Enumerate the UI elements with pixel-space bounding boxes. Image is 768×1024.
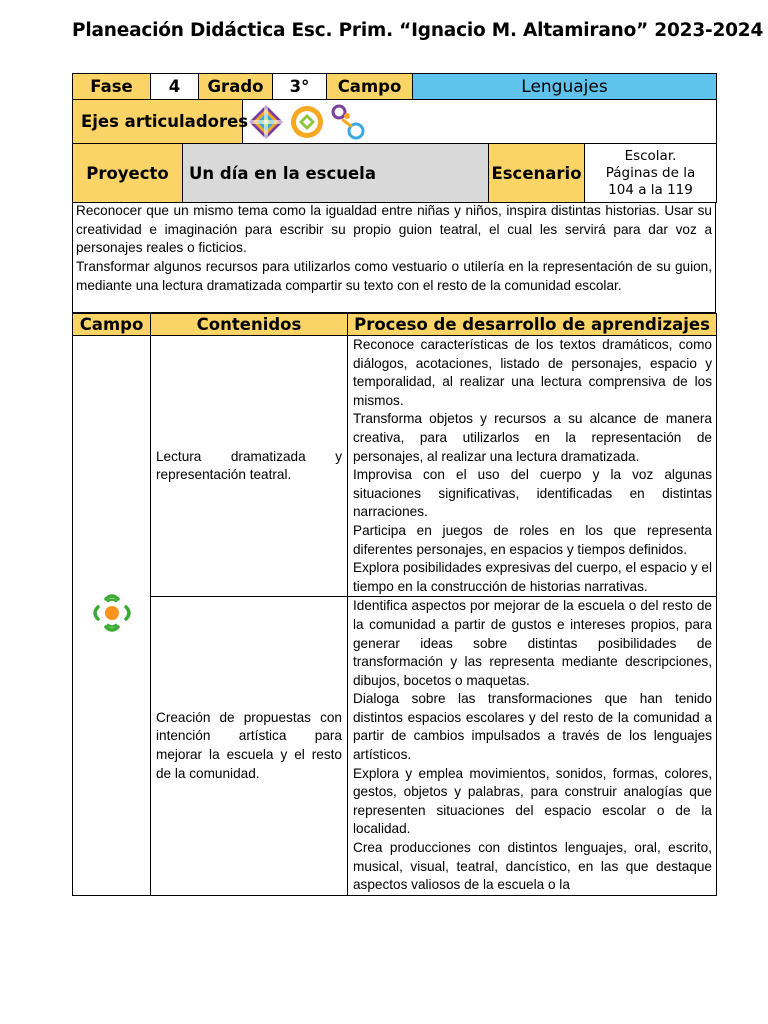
interculturalidad-icon bbox=[288, 103, 326, 141]
escenario-value bbox=[585, 144, 717, 203]
campo-cell bbox=[73, 336, 151, 896]
proyecto-name: Un día en la escuela bbox=[183, 144, 489, 203]
description-paragraph: Reconocer que un mismo tema como la igualdad entre niñas y niños, inspira distintas historias. Usar su creatividad e imaginación para escribir su propio guion teatral, el cual les servirá para dar voz a personajes reales o ficticios. bbox=[76, 203, 712, 256]
fase-label: Fase bbox=[73, 74, 151, 100]
escenario-line: 104 a la 119 bbox=[608, 181, 693, 198]
description-paragraph: Transformar algunos recursos para utilizarlos como vestuario o utilería en la representación de su guion, mediante una lectura dramatizada compartir su texto con el resto de la comunidad escolar. bbox=[76, 259, 712, 293]
proceso-item: Explora posibilidades expresivas del cuerpo, el espacio y el tiempo en la construcción de historias narrativas. bbox=[353, 560, 712, 594]
proceso-item: Improvisa con el uso del cuerpo y la voz algunas situaciones significativas, identificadas en distintas narraciones. bbox=[353, 467, 712, 520]
proceso-cell bbox=[348, 597, 717, 896]
campo-value: Lenguajes bbox=[413, 74, 717, 100]
ejes-icons-cell bbox=[243, 100, 717, 144]
table-header-row bbox=[73, 314, 717, 336]
proceso-item: Explora y emplea movimientos, sonidos, formas, colores, gestos, objetos y palabras, para construir analogías que representen situaciones del espacio escolar o de la localidad. bbox=[353, 765, 712, 837]
document-title: Planeación Didáctica Esc. Prim. “Ignacio M. Altamirano” 2023-2024 bbox=[72, 20, 764, 41]
escenario-line: Escolar. bbox=[624, 147, 677, 164]
lenguajes-icon bbox=[90, 591, 134, 635]
table-row bbox=[73, 336, 717, 597]
contenido-cell: Creación de propuestas con intención artística para mejorar la escuela y el resto de la comunidad. bbox=[151, 597, 348, 896]
campo-label: Campo bbox=[327, 74, 413, 100]
proceso-item: Crea producciones con distintos lenguajes, oral, escrito, musical, visual, teatral, dancístico, en las que destaque aspectos valiosos de la escuela o la bbox=[353, 840, 712, 893]
inclusion-icon bbox=[247, 103, 285, 141]
proyecto-label: Proyecto bbox=[73, 144, 183, 203]
proyecto-row bbox=[72, 143, 717, 203]
vida-saludable-icon bbox=[329, 102, 369, 142]
ejes-row bbox=[72, 99, 717, 144]
grado-label: Grado bbox=[199, 74, 273, 100]
escenario-label: Escenario bbox=[489, 144, 585, 203]
proceso-item: Dialoga sobre las transformaciones que han tenido distintos espacios escolares y del resto de la comunidad a partir de cambios impulsados a través de los lenguajes artísticos. bbox=[353, 691, 712, 763]
proceso-item: Identifica aspectos por mejorar de la escuela o del resto de la comunidad a partir de gustos e intereses propios, para generar ideas sobre distintas posibilidades de transformación y las representa mediante descripciones, dibujos, bocetos o maquetas. bbox=[353, 598, 712, 688]
proceso-item: Participa en juegos de roles en los que representa diferentes personajes, en espacios y tiempos definidos. bbox=[353, 522, 712, 557]
project-description bbox=[72, 202, 716, 313]
contenidos-table bbox=[72, 313, 717, 896]
proceso-item: Reconoce características de los textos dramáticos, como diálogos, acotaciones, listado de personajes, espacio y temporalidad, al realizar una lectura comprensiva de los mismos. bbox=[353, 337, 712, 408]
escenario-line: Páginas de la bbox=[605, 164, 696, 181]
proceso-item: Transforma objetos y recursos a su alcance de manera creativa, para utilizarlos en la representación de personajes, al realizar una lectura dramatizada. bbox=[353, 411, 712, 464]
proceso-cell bbox=[348, 336, 717, 597]
fase-value: 4 bbox=[151, 74, 199, 100]
column-header-proceso: Proceso de desarrollo de aprendizajes bbox=[348, 314, 717, 336]
contenido-cell: Lectura dramatizada y representación teatral. bbox=[151, 336, 348, 597]
column-header-contenidos: Contenidos bbox=[151, 314, 348, 336]
column-header-campo: Campo bbox=[73, 314, 151, 336]
grado-value: 3° bbox=[273, 74, 327, 100]
table-row bbox=[73, 597, 717, 896]
ejes-label: Ejes articuladores bbox=[73, 100, 243, 144]
header-row-fase bbox=[72, 73, 717, 100]
